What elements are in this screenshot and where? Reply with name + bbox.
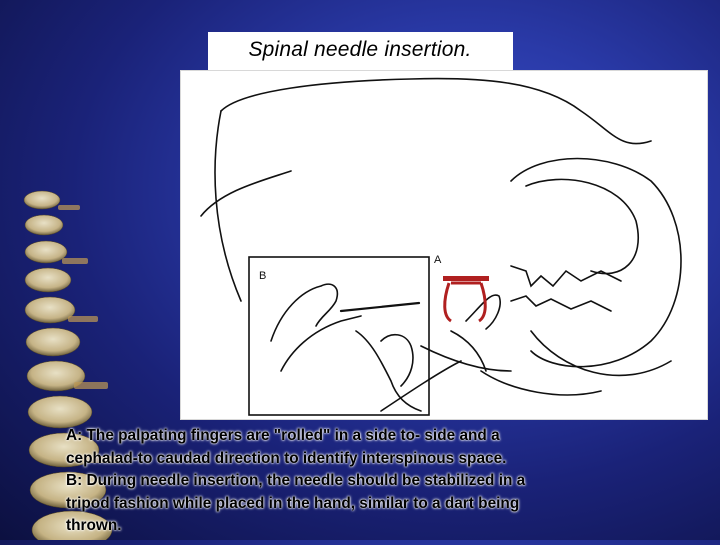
caption-line: B: During needle insertion, the needle should be stabilized in a (66, 472, 526, 490)
caption (66, 425, 666, 538)
needle (341, 303, 419, 311)
red-marker-bar (443, 276, 489, 281)
label-b: B (259, 270, 267, 282)
caption-line: thrown. (66, 517, 122, 535)
slide-title: Spinal needle insertion. (248, 38, 472, 61)
patient-back-outline (221, 79, 651, 144)
palpating-finger-right (479, 283, 485, 321)
spinal-needle-illustration (180, 70, 708, 420)
label-a: A (434, 254, 442, 266)
caption-line: A: The palpating fingers are "rolled" in a side to- side and a (66, 427, 500, 444)
caption-line: tripod fashion while placed in the hand, similar to a dart being (66, 494, 520, 512)
palpating-finger-left (445, 283, 451, 321)
caption-line: cephalad-to caudad direction to identify interspinous space. (66, 449, 507, 467)
